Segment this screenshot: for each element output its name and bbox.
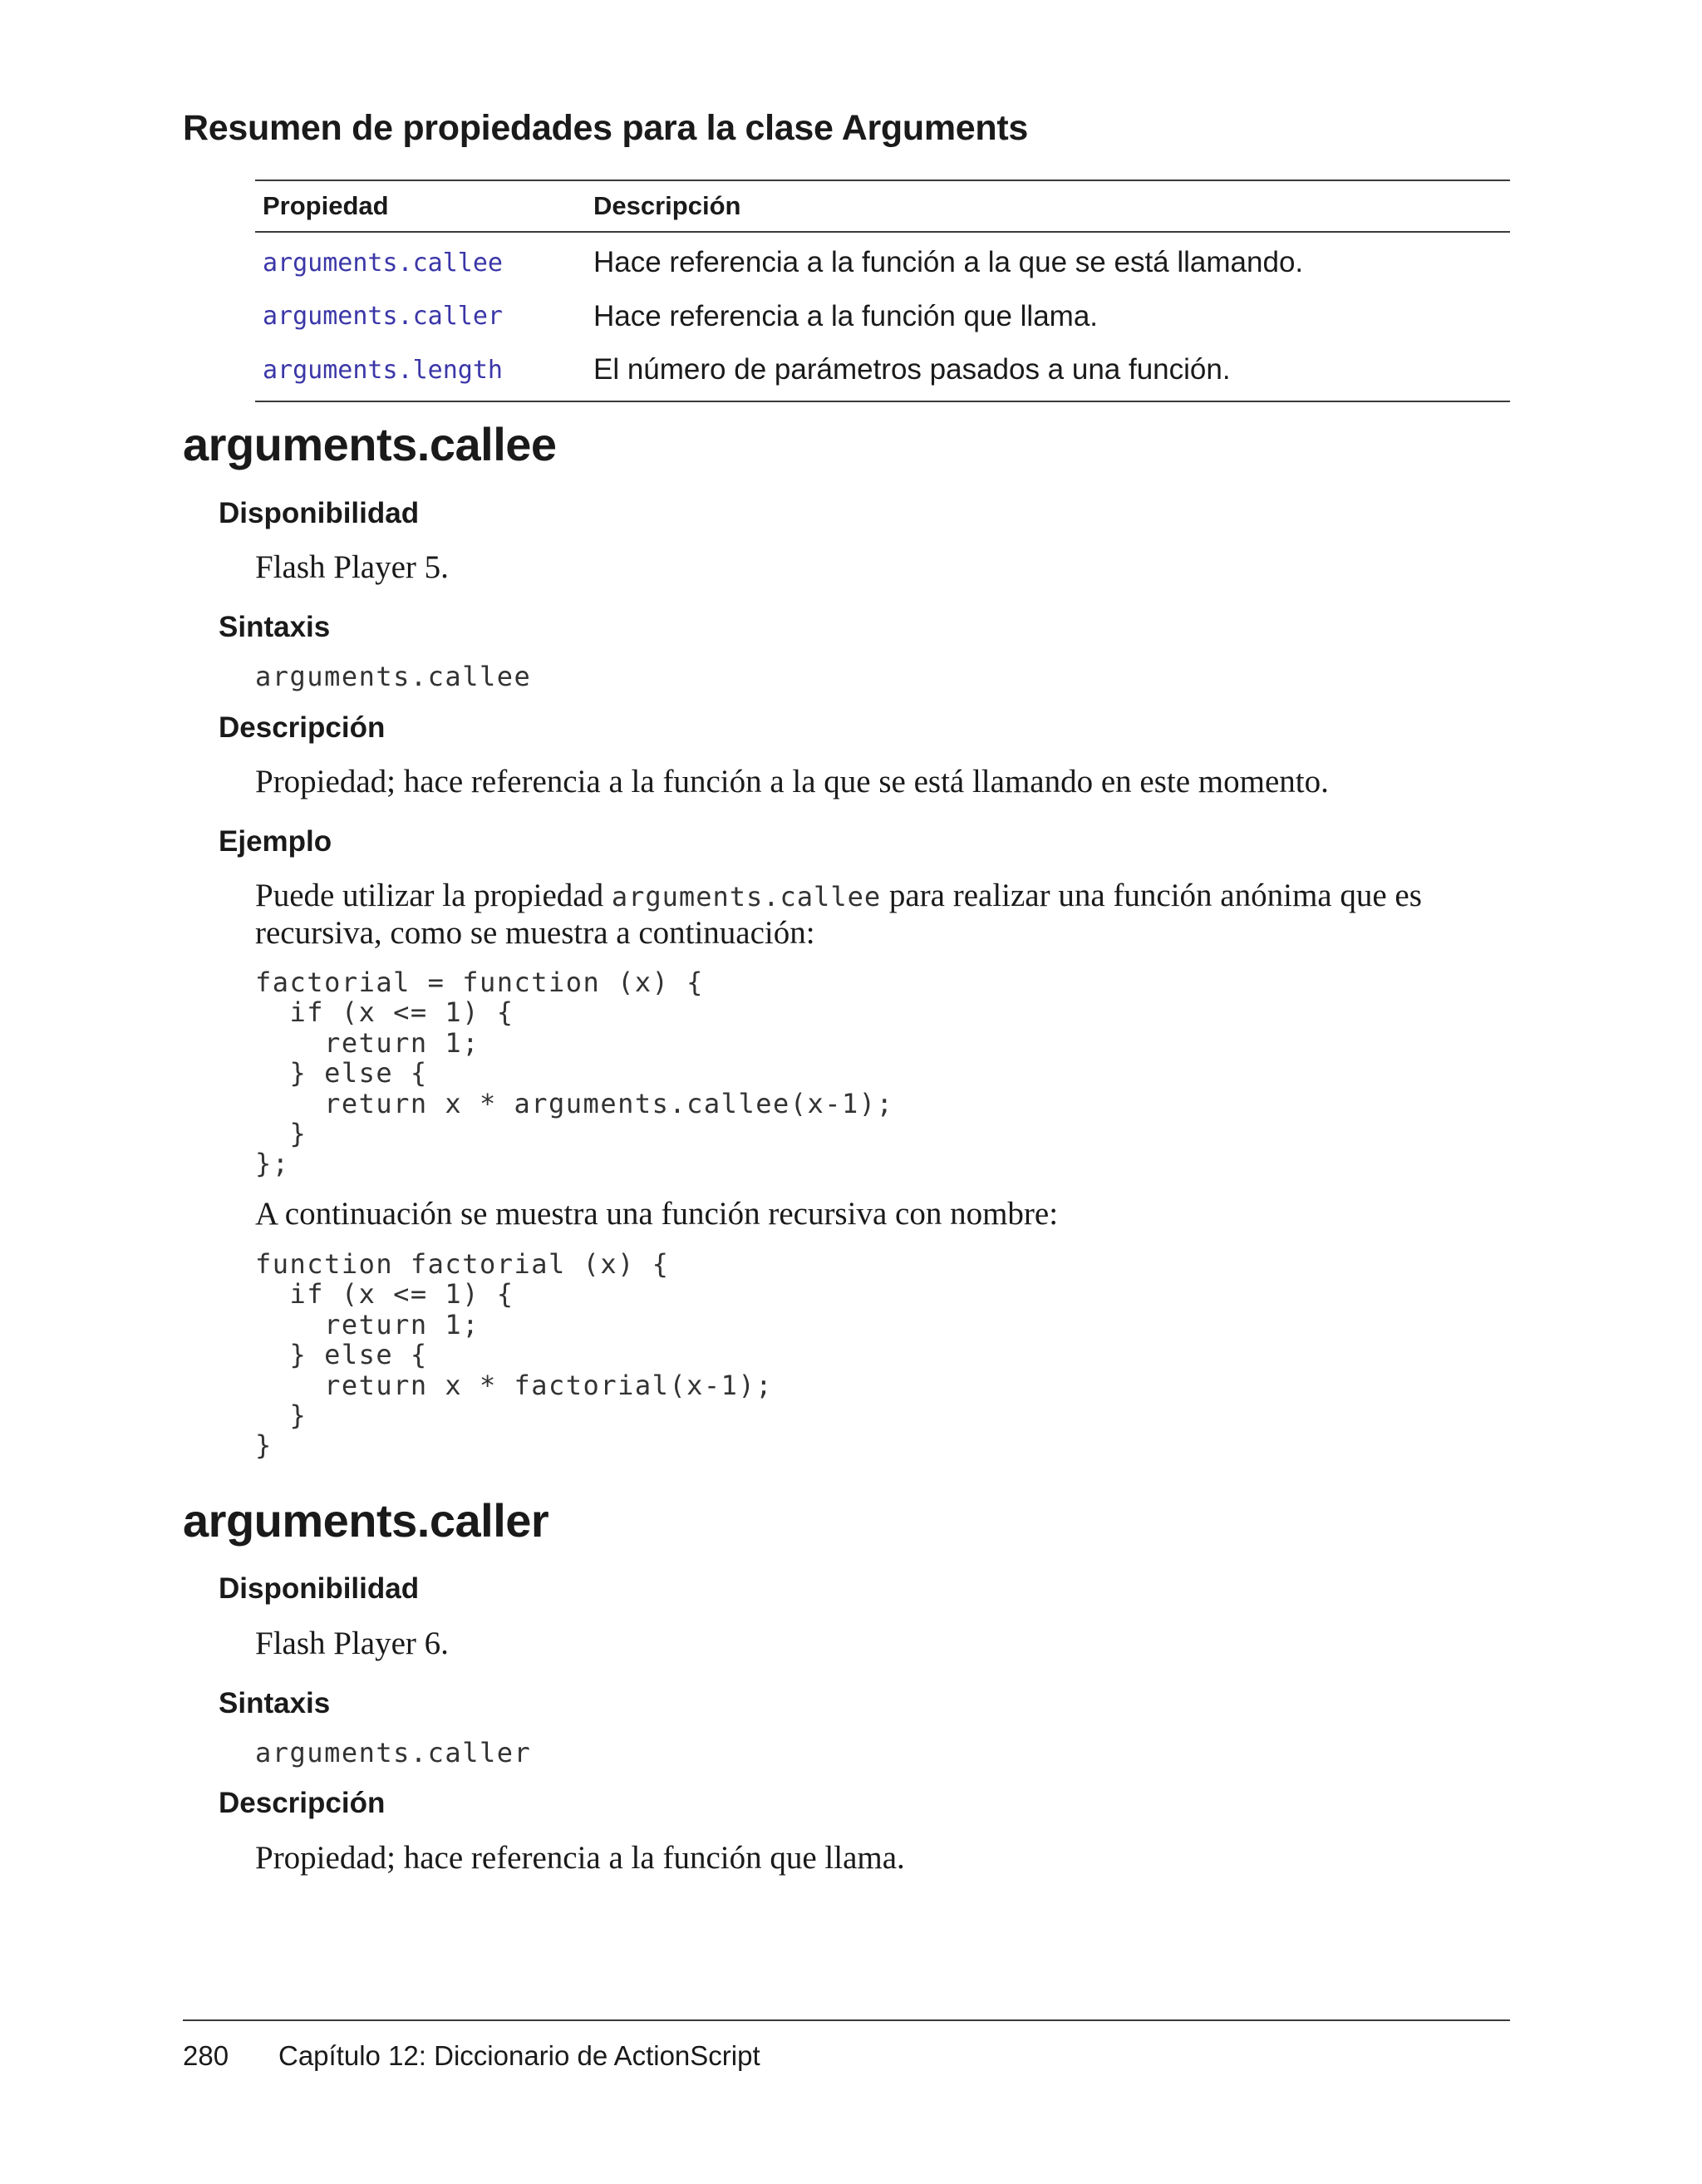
property-description: Hace referencia a la función que llama.	[593, 299, 1099, 332]
summary-title: Resumen de propiedades para la clase Arguments	[183, 108, 1028, 148]
example-intro-text: Puede utilizar la propiedad	[255, 878, 612, 913]
callee-example-intro	[255, 877, 1422, 916]
page-number: 280	[183, 2040, 229, 2071]
properties-table	[255, 180, 1510, 402]
caller-description: Propiedad; hace referencia a la función que llama.	[255, 1840, 905, 1876]
caller-syntax: arguments.caller	[255, 1737, 532, 1768]
property-description: Hace referencia a la función a la que se está llamando.	[593, 246, 1304, 279]
caller-description-label: Descripción	[219, 1787, 386, 1819]
chapter-title: Capítulo 12: Diccionario de ActionScript	[278, 2040, 760, 2071]
callee-syntax: arguments.callee	[255, 661, 532, 692]
property-link-length[interactable]: arguments.length	[263, 355, 503, 385]
caller-heading: arguments.caller	[183, 1494, 549, 1547]
callee-description: Propiedad; hace referencia a la función a la que se está llamando en este momento.	[255, 764, 1329, 799]
caller-availability: Flash Player 6.	[255, 1626, 449, 1661]
example-intro-text: para realizar una función anónima que es	[881, 878, 1422, 913]
callee-example-intro-line2: recursiva, como se muestra a continuación:	[255, 915, 815, 951]
header-property: Propiedad	[263, 191, 389, 220]
table-row	[255, 290, 1510, 344]
table-header-row	[255, 181, 1510, 231]
page-footer	[183, 2040, 760, 2072]
table-row	[255, 343, 1510, 397]
property-link-caller[interactable]: arguments.caller	[263, 302, 503, 332]
callee-syntax-label: Sintaxis	[219, 611, 331, 643]
callee-example-label: Ejemplo	[219, 825, 332, 858]
caller-syntax-label: Sintaxis	[219, 1687, 331, 1719]
callee-example-text2: A continuación se muestra una función recursiva con nombre:	[255, 1196, 1059, 1232]
inline-code: arguments.callee	[611, 881, 882, 912]
callee-availability-label: Disponibilidad	[219, 497, 420, 529]
property-description: El número de parámetros pasados a una función.	[593, 353, 1231, 386]
caller-availability-label: Disponibilidad	[219, 1572, 420, 1605]
property-link-callee[interactable]: arguments.callee	[263, 248, 503, 278]
table-row	[255, 236, 1510, 290]
callee-description-label: Descripción	[219, 711, 386, 744]
header-description: Descripción	[593, 191, 741, 220]
table-bottom-rule	[255, 401, 1510, 402]
code-sample-anonymous: factorial = function (x) { if (x <= 1) { return 1; } else { return x * arguments.callee(x-1); } };	[255, 967, 894, 1180]
table-header-rule	[255, 231, 1510, 233]
callee-heading: arguments.callee	[183, 418, 557, 470]
footer-rule	[183, 2019, 1510, 2021]
callee-availability: Flash Player 5.	[255, 549, 449, 585]
code-sample-named: function factorial (x) { if (x <= 1) { return 1; } else { return x * factorial(x-1); } }	[255, 1248, 773, 1462]
